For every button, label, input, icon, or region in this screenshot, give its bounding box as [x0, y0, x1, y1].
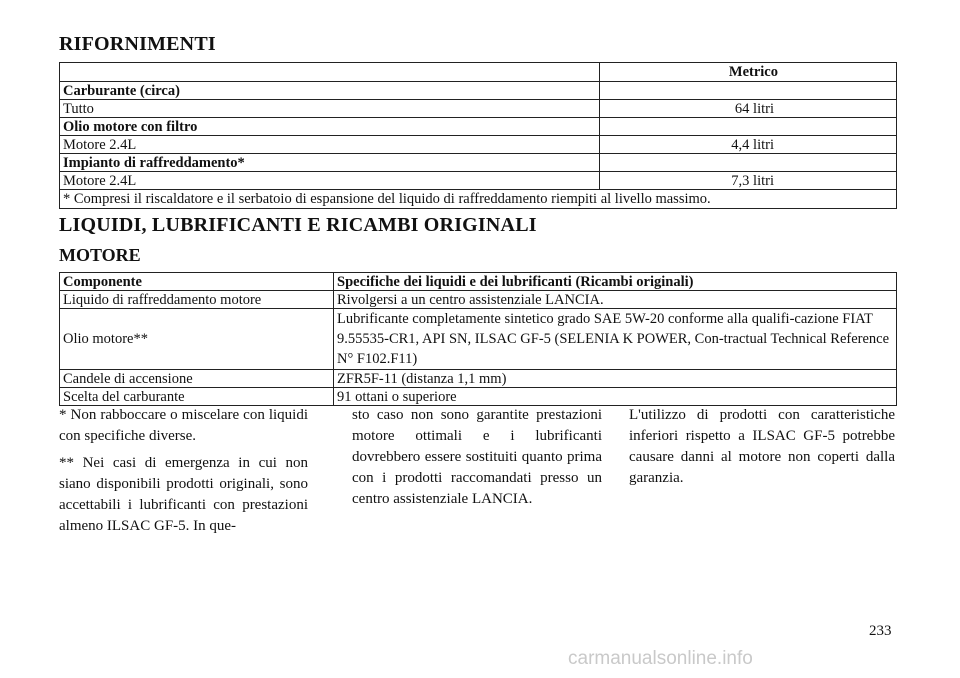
- fluids-row-spec: Lubrificante completamente sintetico grado SAE 5W-20 conforme alla qualifi-cazione FIAT 9.55535-CR1, API SN, ILSAC GF-5 (SELENIA K POWER, Con-tractual Technical Reference N° F102.F11): [334, 309, 897, 370]
- refuel-footnote-row: [60, 190, 897, 209]
- refuel-row-label: Impianto di raffreddamento*: [60, 154, 600, 172]
- subsection-title-engine: MOTORE: [59, 245, 141, 265]
- refuel-row-value: 4,4 litri: [600, 136, 897, 154]
- refuel-row-label: Carburante (circa): [60, 82, 600, 100]
- table-row: [60, 136, 897, 154]
- refuel-footnote: * Compresi il riscaldatore e il serbatoio di espansione del liquido di raffreddamento riempiti al livello massimo.: [60, 190, 897, 209]
- table-row: [60, 154, 897, 172]
- fluids-row-spec: Rivolgersi a un centro assistenziale LANCIA.: [334, 291, 897, 309]
- note-paragraph: * Non rabboccare o miscelare con liquidi con specifiche diverse.: [59, 407, 308, 444]
- watermark-text: carmanualsonline.info: [568, 648, 753, 669]
- notes-column-2: [352, 405, 602, 516]
- refuel-header-metric: Metrico: [600, 63, 897, 82]
- fluids-row-component: Candele di accensione: [60, 370, 334, 388]
- note-paragraph: sto caso non sono garantite prestazioni motore ottimali e i lubrificanti dovrebbero essere sostituiti quanto prima con i prodotti raccomandati presso un centro assistenziale LANCIA.: [352, 407, 602, 507]
- fluids-row-component: Olio motore**: [60, 309, 334, 370]
- fluids-header-component: Componente: [60, 273, 334, 291]
- notes-column-1: [59, 405, 308, 543]
- section-title-fluids: LIQUIDI, LUBRIFICANTI E RICAMBI ORIGINALI: [59, 214, 537, 236]
- table-row: [60, 82, 897, 100]
- refuel-header-empty: [60, 63, 600, 82]
- refuel-row-value: [600, 82, 897, 100]
- notes-column-3: [629, 405, 895, 495]
- table-row: [60, 172, 897, 190]
- table-row: [60, 118, 897, 136]
- table-row: [60, 100, 897, 118]
- table-row: [60, 388, 897, 406]
- fluids-row-spec: ZFR5F-11 (distanza 1,1 mm): [334, 370, 897, 388]
- fluids-row-spec: 91 ottani o superiore: [334, 388, 897, 406]
- refuel-row-value: 64 litri: [600, 100, 897, 118]
- refuel-row-label: Olio motore con filtro: [60, 118, 600, 136]
- note-paragraph: L'utilizzo di prodotti con caratteristiche inferiori rispetto a ILSAC GF-5 potrebbe causare danni al motore non coperti dalla garanzia.: [629, 407, 895, 486]
- refuel-row-label: Tutto: [60, 100, 600, 118]
- refuel-header-row: [60, 63, 897, 82]
- fluids-header-spec: Specifiche dei liquidi e dei lubrificanti (Ricambi originali): [334, 273, 897, 291]
- page-number: 233: [869, 623, 892, 639]
- note-paragraph: ** Nei casi di emergenza in cui non siano disponibili prodotti originali, sono accettabili i lubrificanti con prestazioni almeno ILSAC GF-5. In que-: [59, 455, 308, 534]
- refuel-row-label: Motore 2.4L: [60, 172, 600, 190]
- refuel-row-value: 7,3 litri: [600, 172, 897, 190]
- fluids-row-component: Scelta del carburante: [60, 388, 334, 406]
- refuel-row-label: Motore 2.4L: [60, 136, 600, 154]
- fluids-table: [59, 272, 897, 406]
- fluids-row-component: Liquido di raffreddamento motore: [60, 291, 334, 309]
- refuel-table: [59, 62, 897, 209]
- table-row: [60, 309, 897, 370]
- refuel-row-value: [600, 154, 897, 172]
- refuel-row-value: [600, 118, 897, 136]
- fluids-header-row: [60, 273, 897, 291]
- table-row: [60, 291, 897, 309]
- section-title-refuel: RIFORNIMENTI: [59, 33, 216, 55]
- table-row: [60, 370, 897, 388]
